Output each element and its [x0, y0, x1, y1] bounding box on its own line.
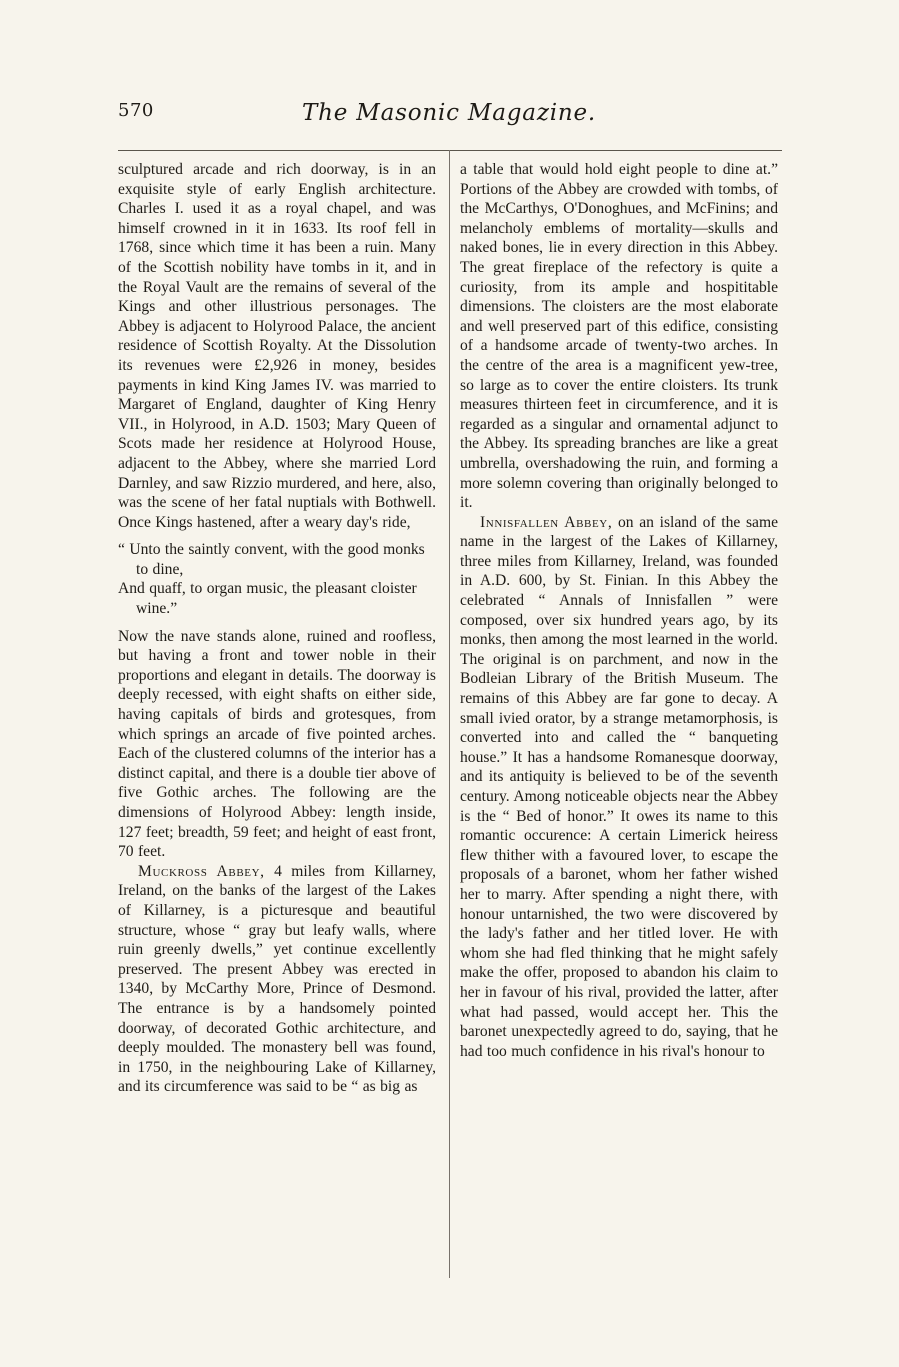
- header-rule: [118, 150, 782, 151]
- page-header: [118, 100, 780, 140]
- innisfallen-heading: Innisfallen Abbey,: [480, 513, 613, 531]
- verse-quotation: [118, 540, 436, 618]
- left-column: [118, 160, 436, 1097]
- right-column: [460, 160, 778, 1061]
- column-divider: [449, 150, 450, 1278]
- paragraph-holyrood-continued: sculptured arcade and rich doorway, is in an exquisite style of early English architecture. Charles I. used it as a royal chapel, and was himself crowned in it in 1633. Its roof fell in 1768, since which time it has been a ruin. Many of the Scottish nobility have tombs in it, and in the Royal Vault are the remains of several of the Kings and other illustrious personages. The Abbey is adjacent to Holyrood Palace, the ancient residence of Scottish Royalty. At the Dissolution its revenues were £2,926 in money, besides payments in kind King James IV. was married to Margaret of England, daughter of King Henry VII., in Holyrood, in A.D. 1503; Mary Queen of Scots made her residence at Holyrood House, adjacent to the Abbey, where she married Lord Darnley, and saw Rizzio murdered, and here, also, was the scene of her fatal nuptials with Bothwell. Once Kings hastened, after a weary day's ride,: [118, 161, 436, 531]
- verse-line: And quaff, to organ music, the pleasant cloister wine.”: [118, 580, 417, 618]
- innisfallen-text: on an island of the same name in the largest of the Lakes of Killarney, three miles from Killarney, Ireland, was founded in A.D. 600, by St. Finian. In this Abbey the celebrated “ Annals of Innisfallen ” were composed, over six hundred years ago, by its monks, then among the most learned in the world. The original is on parchment, and now in the Bodleian Library of the British Museum. The remains of this Abbey are far gone to decay. A small ivied orator, by a strange metamorphosis, is converted into and called the “ banqueting house.” It has a handsome Romanesque doorway, and its antiquity is believed to be of the seventh century. Among noticeable objects near the Abbey is the “ Bed of honor.” It owes its name to this romantic occurence: A certain Limerick heiress flew thither with a favoured lover, to escape the proposals of a baronet, whom her father wished her to marry. After spending a night there, with honour untarnished, the two were discovered by the lady's father and her titled lover. He with whom she had fled thinking that he might safely make the offer, proposed to abandon his claim to her in favour of his rival, provided the latter, after what had passed, would accept her. This the baronet unexpectedly agreed to do, saying, that he had too much confidence in his rival's honour to: [460, 513, 778, 1060]
- muckross-heading: Muckross Abbey,: [138, 862, 265, 880]
- muckross-text: 4 miles from Killarney, Ireland, on the banks of the largest of the Lakes of Killarney, is a picturesque and beautiful structure, whose “ gray but leafy walls, where ruin greenly dwells,” yet continue excellently preserved. The present Abbey was erected in 1340, by McCarthy More, Prince of Desmond. The entrance is by a handsomely pointed doorway, of decorated Gothic architecture, and deeply moulded. The monastery bell was found, in 1750, in the neighbouring Lake of Killarney, and its circumference was said to be “ as big as: [118, 862, 436, 1096]
- page-number: 570: [118, 100, 154, 121]
- verse-line: “ Unto the saintly convent, with the good monks to dine,: [118, 541, 425, 578]
- running-title: The Masonic Magazine.: [301, 100, 597, 126]
- paragraph-muckross-continued: a table that would hold eight people to dine at.” Portions of the Abbey are crowded with tombs, of the McCarthys, O'Donoghues, and McFinins; and melancholy emblems of mortality—skulls and naked bones, lie in every direction in this Abbey. The great fireplace of the refectory is quite a curiosity, from its ample and hospititable dimensions. The cloisters are the most elaborate and well preserved part of this edifice, consisting of a handsome arcade of twenty-two arches. In the centre of the area is a magnificent yew-tree, so large as to cover the entire cloisters. Its trunk measures thirteen feet in circumference, and it is regarded as a singular and ornamental adjunct to the Abbey. Its spreading branches are like a great umbrella, overshadowing the ruin, and forming a more solemn covering than originally belonged to it.: [460, 161, 778, 512]
- paragraph-muckross-abbey: [118, 862, 436, 1097]
- paragraph-holyrood-nave: Now the nave stands alone, ruined and roofless, but having a front and tower noble in their proportions and elegant in details. The doorway is deeply recessed, with eight shafts on either side, having capitals of birds and grotesques, from which springs an arcade of five pointed arches. Each of the clustered columns of the interior has a distinct capital, and there is a double tier above of five Gothic arches. The following are the dimensions of Holyrood Abbey: length inside, 127 feet; breadth, 59 feet; and height of east front, 70 feet.: [118, 627, 436, 861]
- paragraph-innisfallen-abbey: [460, 513, 778, 1062]
